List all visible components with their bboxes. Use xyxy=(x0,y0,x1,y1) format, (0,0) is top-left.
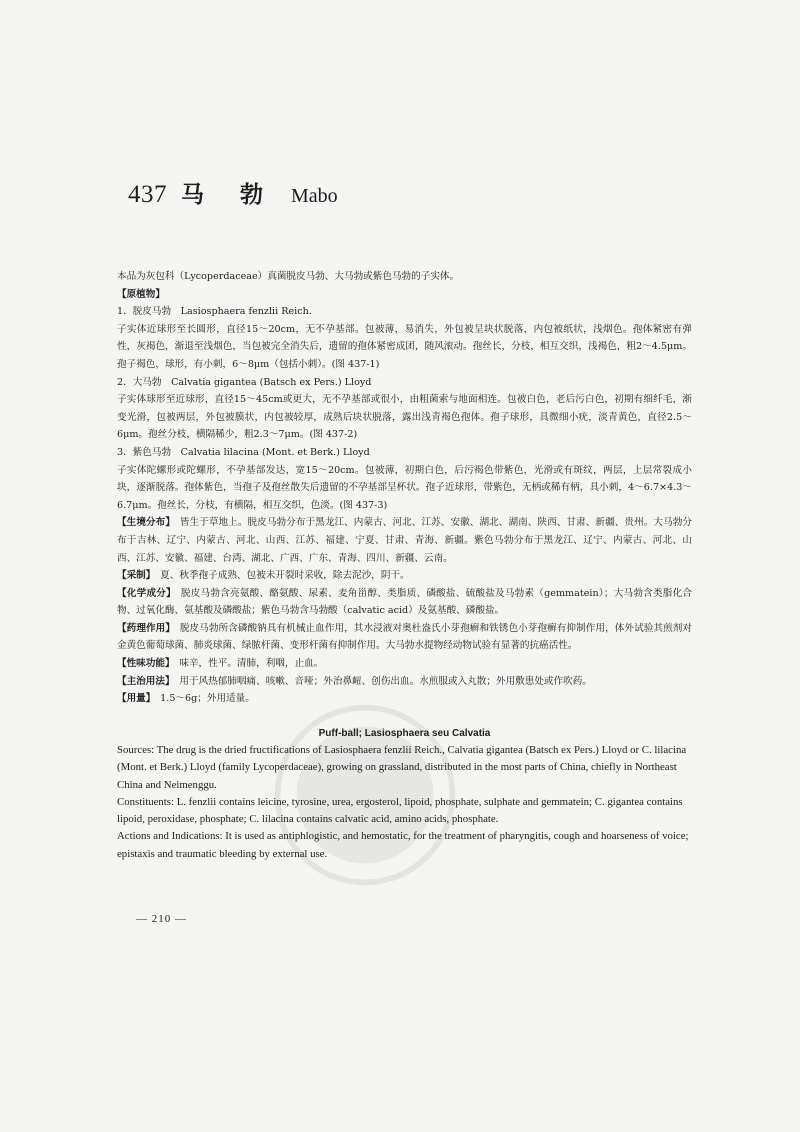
species-heading: 1．脱皮马勃 Lasiosphaera fenzlii Reich. xyxy=(117,306,312,318)
section-label: 【用量】 xyxy=(117,693,151,705)
section-pharmacology xyxy=(117,620,692,655)
species-description: 子实体球形至近球形，直径15～45cm或更大，无不孕基部或很小，由粗菌索与地面相连。包被白色，老后污白色，初期有细纤毛，渐变光滑，包被两层，外包被膜状，内包被较厚，成熟后块状脱落，露出浅青褐色孢体。孢子球形，具微细小疣，淡青黄色，直径2.5～6μm。孢丝分枝，横隔稀少，粗2.3～7μm。(图 437-2) xyxy=(117,394,692,441)
section-text: 脱皮马勃所含磷酸钠具有机械止血作用，其水浸液对奥杜盎氏小芽孢癣和铁锈色小芽孢癣有抑制作用，体外试验其煎剂对金黄色葡萄球菌、肺炎球菌、绿脓杆菌、变形杆菌有抑制作用。大马勃水提物经动物试验有显著的抗癌活性。 xyxy=(117,622,692,652)
intro-paragraph: 本品为灰包科（Lycoperdaceae）真菌脱皮马勃、大马勃或紫色马勃的子实体。 xyxy=(117,271,460,282)
section-text: 脱皮马勃含亮氨酸、酪氨酸、尿素、麦角甾醇、类脂质、磷酸盐、硫酸盐及马勃素（gemmatein）；大马勃含类脂化合物、过氧化酶、氨基酸及磷酸盐；紫色马勃含马勃酸（calvatic acid）及氨基酸、磷酸盐。 xyxy=(117,587,693,617)
chinese-text-body xyxy=(117,268,692,708)
section-indications xyxy=(117,673,692,691)
section-label: 【生境分布】 xyxy=(117,517,171,529)
english-constituents: Constituents: L. fenzlii contains leicine, tyrosine, urea, ergosterol, lipoid, phosphate, sulphate and gemmatein; C. gigantea contains lipoid, peroxidase, phosphate; C. lilacina contains calvatic acid, amino acids, phosphate. xyxy=(117,795,683,826)
entry-number: 437 xyxy=(128,181,167,208)
page-number: — 210 — xyxy=(136,913,187,925)
english-sources: Sources: The drug is the dried fructifications of Lasiosphaera fenzlii Reich., Calvatia gigantea (Batsch ex Pers.) Lloyd or C. lilacina (Mont. et Berk.) Lloyd (family Lycoperdaceae), growing on grassland, distributed in the most parts of China, chiefly in Northeast China and Neimenggu. xyxy=(117,744,687,791)
section-text: 夏、秋季孢子成熟、包被未开裂时采收，除去泥沙，阴干。 xyxy=(150,570,410,582)
entry-title-pinyin: Mabo xyxy=(291,185,338,207)
species-heading: 3．紫色马勃 Calvatia lilacina (Mont. et Berk.) Lloyd xyxy=(117,446,370,458)
english-actions: Actions and Indications: It is used as antiphlogistic, and hemostatic, for the treatment of pharyngitis, cough and hoarseness of voice; epistaxis and traumatic bleeding by external use. xyxy=(117,830,689,860)
section-text: 味辛，性平。清肺，利咽，止血。 xyxy=(169,658,324,670)
english-text-body xyxy=(117,742,692,863)
entry-title-chinese: 马 勃 xyxy=(181,182,278,208)
species-description: 子实体陀螺形或陀螺形，不孕基部发达，宽15～20cm。包被薄，初期白色，后污褐色带紫色，光滑或有斑纹，两层，上层常裂成小块，逐渐脱落。孢体紫色，当孢子及孢丝散失后遗留的不孕基部呈杯状。孢子近球形，带紫色，无柄或稀有柄，具小刺，4～6.7×4.3～6.7μm。孢丝长，分枝，有横隔，相互交织，色淡。(图 437-3) xyxy=(117,464,692,511)
section-label: 【药理作用】 xyxy=(117,622,171,634)
section-chemistry xyxy=(117,585,692,620)
section-text: 皆生于草地上。脱皮马勃分布于黑龙江、内蒙古、河北、江苏、安徽、湖北、湖南、陕西、甘肃、新疆、贵州。大马勃分布于吉林、辽宁、内蒙古、河北、山西、江苏、福建、宁夏、甘肃、青海、新疆。紫色马勃分布于黑龙江、辽宁、内蒙古、河北、山西、江苏、安徽、福建、台湾、湖北、广西、广东、青海、四川、新疆、云南。 xyxy=(117,517,692,564)
section-label: 【采制】 xyxy=(117,570,151,582)
section-text: 用于风热郁肺咽痛、咳嗽、音哑；外治鼻衄、创伤出血。水煎服或入丸散；外用敷患处或作吹药。 xyxy=(169,675,592,687)
species-heading: 2．大马勃 Calvatia gigantea (Batsch ex Pers.) Lloyd xyxy=(117,376,372,388)
section-dosage xyxy=(117,690,692,708)
section-label: 【性味功能】 xyxy=(117,658,170,670)
monograph-heading xyxy=(128,176,338,209)
english-title: Puff-ball; Lasiosphaera seu Calvatia xyxy=(318,728,491,739)
section-habitat xyxy=(117,514,692,567)
section-text: 1.5～6g；外用适量。 xyxy=(150,693,255,705)
section-label: 【主治用法】 xyxy=(117,675,170,687)
section-properties xyxy=(117,655,692,673)
section-collection xyxy=(117,567,692,585)
section-label: 【化学成分】 xyxy=(117,587,172,599)
section-label-plant: 【原植物】 xyxy=(117,288,165,300)
species-description: 子实体近球形至长圆形，直径15～20cm，无不孕基部。包被薄，易消失，外包被呈块状脱落，内包被纸状，浅烟色。孢体紧密有弹性，灰褐色，渐退至浅烟色，当包被完全消失后，遗留的孢体紧密成团，随风滚动。孢丝长，分枝，相互交织，浅褐色，粗2～4.5μm。孢子褐色，球形，有小刺，6～8μm（包括小刺）。(图 437-1) xyxy=(117,323,692,370)
